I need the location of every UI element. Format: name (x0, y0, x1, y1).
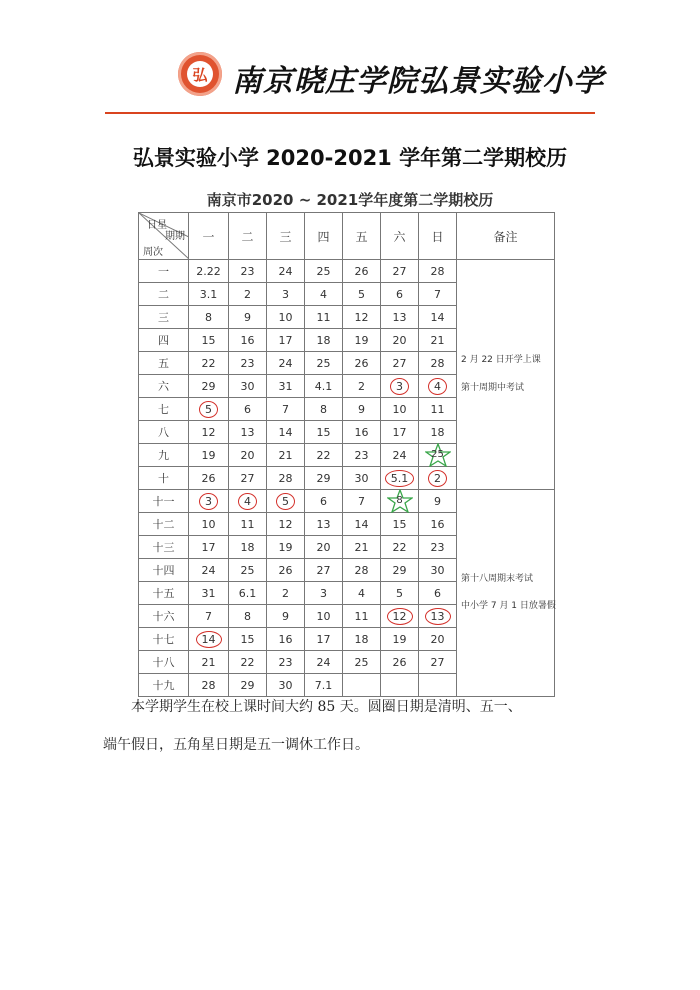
date-cell (381, 467, 419, 490)
date-cell: 7 (267, 398, 305, 421)
date-cell: 27 (305, 559, 343, 582)
date-cell: 22 (189, 352, 229, 375)
date-cell: 28 (189, 674, 229, 697)
week-number-cell: 一 (139, 260, 189, 283)
date-cell: 25 (229, 559, 267, 582)
date-cell: 15 (305, 421, 343, 444)
logo-mark: 弘 (187, 61, 213, 87)
date-cell: 25 (305, 260, 343, 283)
date-cell: 22 (229, 651, 267, 674)
date-cell: 30 (267, 674, 305, 697)
date-cell: 16 (343, 421, 381, 444)
week-number-cell: 五 (139, 352, 189, 375)
date-cell: 8 (229, 605, 267, 628)
week-number-cell: 十九 (139, 674, 189, 697)
date-cell: 6.1 (229, 582, 267, 605)
date-cell: 2 (229, 283, 267, 306)
day-header: 二 (229, 213, 267, 260)
date-cell: 20 (229, 444, 267, 467)
date-cell: 29 (189, 375, 229, 398)
date-cell: 10 (381, 398, 419, 421)
date-cell: 24 (267, 352, 305, 375)
date-cell: 4 (305, 283, 343, 306)
makeup-workday-starred-date (387, 491, 413, 511)
note-spacer (461, 368, 554, 382)
page-header (0, 0, 700, 120)
date-cell (419, 444, 457, 467)
date-cell: 29 (381, 559, 419, 582)
date-cell: 29 (305, 467, 343, 490)
date-cell: 22 (381, 536, 419, 559)
date-cell: 23 (343, 444, 381, 467)
corner-label-week: 周次 (143, 247, 163, 258)
week-number-cell: 四 (139, 329, 189, 352)
week-number-cell: 七 (139, 398, 189, 421)
date-cell: 23 (419, 536, 457, 559)
body-text-line: 端午假日，五角星日期是五一调休工作日。 (103, 737, 369, 753)
date-cell: 5 (381, 582, 419, 605)
date-cell: 11 (419, 398, 457, 421)
date-cell: 26 (189, 467, 229, 490)
date-cell: 12 (343, 306, 381, 329)
date-cell: 11 (343, 605, 381, 628)
date-cell: 21 (343, 536, 381, 559)
week-number-cell: 六 (139, 375, 189, 398)
date-cell: 18 (305, 329, 343, 352)
date-cell: 19 (189, 444, 229, 467)
date-cell: 6 (381, 283, 419, 306)
calendar-caption: 南京市2020 ~ 2021学年度第二学期校历 (206, 191, 494, 209)
week-number-cell: 十七 (139, 628, 189, 651)
date-cell (419, 605, 457, 628)
date-cell: 7.1 (305, 674, 343, 697)
date-cell: 23 (229, 260, 267, 283)
date-cell: 15 (229, 628, 267, 651)
date-cell: 21 (189, 651, 229, 674)
holiday-circled-date: 3 (390, 378, 409, 395)
date-cell: 30 (229, 375, 267, 398)
date-cell: 6 (305, 490, 343, 513)
school-calendar-table (138, 212, 555, 697)
note-text: 第十八周期末考试 (461, 573, 534, 584)
date-cell: 24 (381, 444, 419, 467)
header-divider (105, 112, 595, 114)
date-cell: 24 (267, 260, 305, 283)
date-cell: 6 (229, 398, 267, 421)
week-number-cell: 八 (139, 421, 189, 444)
date-cell: 19 (267, 536, 305, 559)
notes-cell-first-half (457, 260, 555, 490)
date-cell: 18 (229, 536, 267, 559)
date-cell (229, 490, 267, 513)
date-cell: 17 (381, 421, 419, 444)
note-text: 2 月 22 日开学上课 (461, 355, 541, 365)
date-cell: 26 (343, 260, 381, 283)
holiday-circled-date: 13 (425, 608, 451, 625)
holiday-circled-date: 2 (428, 470, 447, 487)
date-cell: 17 (305, 628, 343, 651)
date-cell: 15 (189, 329, 229, 352)
date-cell: 9 (267, 605, 305, 628)
date-cell: 20 (305, 536, 343, 559)
date-cell (381, 490, 419, 513)
week-number-cell: 十一 (139, 490, 189, 513)
date-cell: 16 (267, 628, 305, 651)
day-header: 四 (305, 213, 343, 260)
date-cell: 10 (305, 605, 343, 628)
date-cell: 16 (229, 329, 267, 352)
date-cell: 12 (267, 513, 305, 536)
date-cell: 2 (343, 375, 381, 398)
date-cell: 28 (267, 467, 305, 490)
date-cell: 15 (381, 513, 419, 536)
corner-label-day: 日星 (147, 220, 167, 231)
date-cell: 11 (229, 513, 267, 536)
date-cell: 30 (419, 559, 457, 582)
date-cell: 23 (229, 352, 267, 375)
date-cell (267, 490, 305, 513)
date-cell: 7 (343, 490, 381, 513)
holiday-circled-date: 4 (238, 493, 257, 510)
corner-label-period: 期期 (165, 231, 185, 242)
date-cell: 21 (419, 329, 457, 352)
date-cell: 17 (267, 329, 305, 352)
date-cell: 28 (343, 559, 381, 582)
date-cell: 8 (305, 398, 343, 421)
date-cell: 14 (267, 421, 305, 444)
date-cell: 13 (305, 513, 343, 536)
note-spacer (461, 586, 554, 600)
week-number-cell: 十三 (139, 536, 189, 559)
date-cell: 31 (189, 582, 229, 605)
date-cell (419, 375, 457, 398)
day-header: 三 (267, 213, 305, 260)
date-cell: 29 (229, 674, 267, 697)
holiday-circled-date: 5 (276, 493, 295, 510)
date-cell: 20 (419, 628, 457, 651)
date-cell (381, 605, 419, 628)
day-header: 日 (419, 213, 457, 260)
date-cell: 6 (419, 582, 457, 605)
date-cell: 4.1 (305, 375, 343, 398)
body-paragraph (103, 688, 603, 764)
date-cell (419, 467, 457, 490)
holiday-circled-date: 3 (199, 493, 218, 510)
date-cell: 19 (343, 329, 381, 352)
date-cell: 3 (305, 582, 343, 605)
date-cell: 27 (229, 467, 267, 490)
note-text: 第十周期中考试 (461, 382, 525, 393)
makeup-workday-starred-date (425, 445, 451, 465)
week-number-cell: 十二 (139, 513, 189, 536)
date-cell: 12 (189, 421, 229, 444)
holiday-circled-date: 5.1 (385, 470, 415, 487)
week-number-cell: 十六 (139, 605, 189, 628)
notes-header: 备注 (457, 213, 555, 260)
date-cell: 18 (419, 421, 457, 444)
week-number-cell: 二 (139, 283, 189, 306)
date-cell: 21 (267, 444, 305, 467)
date-cell (189, 490, 229, 513)
document-title: 弘景实验小学 2020-2021 学年第二学期校历 (132, 146, 568, 170)
starred-date-text: 8 (396, 495, 403, 506)
date-cell: 18 (343, 628, 381, 651)
date-cell: 27 (381, 352, 419, 375)
date-cell: 25 (305, 352, 343, 375)
date-cell: 26 (381, 651, 419, 674)
note-text: 中小学 7 月 1 日放暑假 (461, 601, 556, 611)
week-number-cell: 九 (139, 444, 189, 467)
week-number-cell: 十八 (139, 651, 189, 674)
holiday-circled-date: 14 (196, 631, 222, 648)
date-cell: 3 (267, 283, 305, 306)
date-cell: 19 (381, 628, 419, 651)
date-cell: 27 (419, 651, 457, 674)
day-header: 六 (381, 213, 419, 260)
date-cell: 10 (267, 306, 305, 329)
date-cell: 9 (343, 398, 381, 421)
body-text-line: 本学期学生在校上课时间大约 85 天。圆圈日期是清明、五一、 (131, 699, 522, 715)
week-row (139, 490, 555, 513)
date-cell: 7 (189, 605, 229, 628)
date-cell (189, 628, 229, 651)
holiday-circled-date: 12 (387, 608, 413, 625)
date-cell: 2 (267, 582, 305, 605)
date-cell: 30 (343, 467, 381, 490)
holiday-circled-date: 5 (199, 401, 218, 418)
date-cell: 2.22 (189, 260, 229, 283)
school-name: 南京晓庄学院弘景实验小学 (232, 64, 604, 99)
school-logo (178, 52, 222, 96)
date-cell: 28 (419, 260, 457, 283)
date-cell: 26 (267, 559, 305, 582)
week-number-cell: 十五 (139, 582, 189, 605)
date-cell: 14 (343, 513, 381, 536)
date-cell: 25 (343, 651, 381, 674)
date-cell (381, 375, 419, 398)
date-cell: 11 (305, 306, 343, 329)
week-number-cell: 三 (139, 306, 189, 329)
date-cell: 7 (419, 283, 457, 306)
date-cell: 9 (229, 306, 267, 329)
week-row (139, 260, 555, 283)
starred-date-text: 25 (431, 449, 444, 460)
date-cell: 22 (305, 444, 343, 467)
date-cell: 16 (419, 513, 457, 536)
calendar-header-row (139, 213, 555, 260)
day-header: 一 (189, 213, 229, 260)
date-cell: 31 (267, 375, 305, 398)
week-number-cell: 十 (139, 467, 189, 490)
date-cell: 27 (381, 260, 419, 283)
date-cell: 26 (343, 352, 381, 375)
corner-header-cell (139, 213, 189, 260)
date-cell (189, 398, 229, 421)
date-cell: 14 (419, 306, 457, 329)
date-cell: 23 (267, 651, 305, 674)
date-cell: 24 (305, 651, 343, 674)
day-header: 五 (343, 213, 381, 260)
date-cell: 3.1 (189, 283, 229, 306)
date-cell: 8 (189, 306, 229, 329)
date-cell: 13 (381, 306, 419, 329)
date-cell: 20 (381, 329, 419, 352)
date-cell: 24 (189, 559, 229, 582)
notes-cell-second-half (457, 490, 555, 697)
holiday-circled-date: 4 (428, 378, 447, 395)
date-cell: 4 (343, 582, 381, 605)
date-cell: 17 (189, 536, 229, 559)
date-cell: 13 (229, 421, 267, 444)
date-cell: 28 (419, 352, 457, 375)
date-cell: 10 (189, 513, 229, 536)
week-number-cell: 十四 (139, 559, 189, 582)
date-cell: 9 (419, 490, 457, 513)
date-cell: 5 (343, 283, 381, 306)
